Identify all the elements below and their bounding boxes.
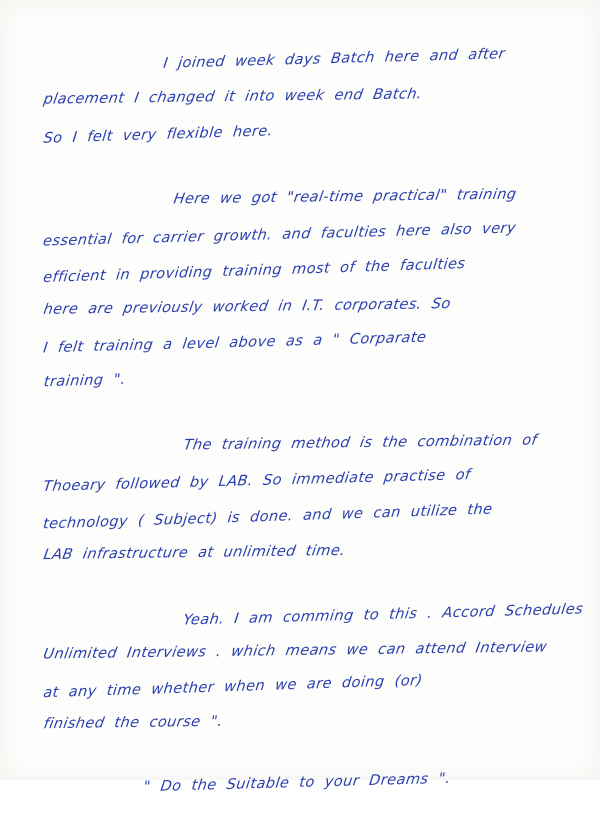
- handwritten-line: training ".: [43, 371, 127, 391]
- paragraph-4: [42, 601, 585, 752]
- handwritten-line: finished the course ".: [42, 713, 224, 733]
- handwritten-line: Yeah. I am comming to this . Accord Schedules: [182, 601, 585, 629]
- handwritten-line: So I felt very flexible here.: [42, 123, 274, 147]
- handwritten-line: The training method is the combination of: [182, 432, 539, 454]
- handwritten-line: I felt training a level above as a " Corparate: [42, 329, 428, 357]
- handwritten-line: LAB infrastructure at unlimited time.: [42, 542, 347, 564]
- handwritten-line: technology ( Subject) is done. and we can utilize the: [42, 501, 494, 533]
- handwritten-line: efficient in providing training most of the faculties: [42, 256, 467, 286]
- handwritten-line: placement I changed it into week end Batch.: [42, 86, 424, 108]
- paragraph-3: [42, 432, 566, 582]
- handwritten-line: I joined week days Batch here and after: [162, 46, 506, 72]
- handwritten-line: " Do the Suitable to your Dreams ".: [142, 770, 452, 796]
- paragraph-1: [42, 46, 566, 164]
- handwritten-line: essential for carrier growth. and faculties here also very: [42, 220, 517, 250]
- paragraph-2: [42, 186, 566, 410]
- handwritten-line: Unlimited Interviews . which means we can attend Interview: [42, 639, 549, 663]
- handwritten-line: at any time whether when we are doing (or): [42, 672, 424, 702]
- handwritten-line: here are previously worked in I.T. corporates. So: [42, 296, 453, 318]
- handwritten-line: Here we got "real-time practical" training: [172, 186, 518, 208]
- closing-quote: [44, 770, 566, 816]
- handwritten-line: Thoeary followed by LAB. So immediate practise of: [42, 467, 472, 495]
